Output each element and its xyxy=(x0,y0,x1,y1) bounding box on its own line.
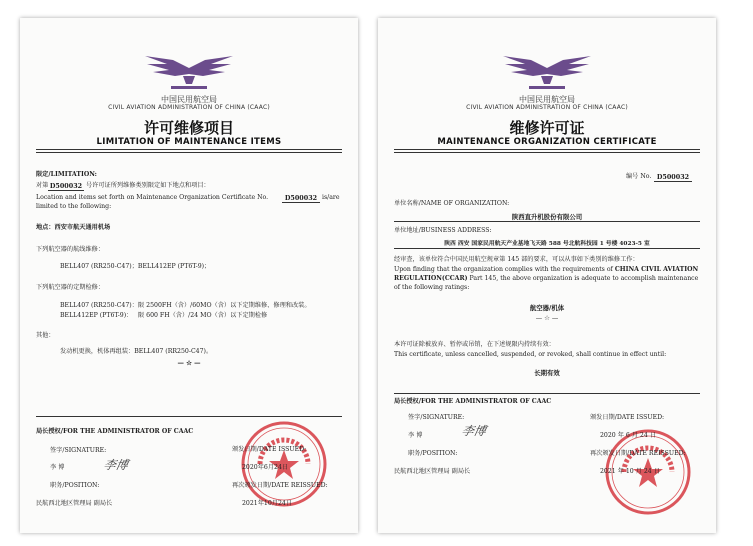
address-label: 单位地址/BUSINESS ADDRESS: xyxy=(394,227,492,234)
title-divider xyxy=(394,149,700,153)
page-title-en: MAINTENANCE ORGANIZATION CERTIFICATE xyxy=(437,137,657,147)
signature: 李博 xyxy=(460,424,488,438)
signer-name: 李 博 xyxy=(408,432,423,439)
airframe-items: BELL407 (RR250-C47)；BELL412EP (PT6T-9)； xyxy=(60,263,211,270)
validity-value: 长期有效 xyxy=(534,369,560,377)
en-line-1: Location and items set forth on Maintenance Organization Certificate No. xyxy=(36,194,269,201)
position-label: 职务/POSITION: xyxy=(408,450,458,457)
limitation-label: 限定/LIMITATION: xyxy=(36,171,97,178)
date-issued-label: 颁发日期/DATE ISSUED: xyxy=(590,414,665,421)
basis-en-3: of the following ratings: xyxy=(394,284,470,291)
page-title-en: LIMITATION OF MAINTENANCE ITEMS xyxy=(96,137,282,147)
location: 地点：西安市航天通用机场 xyxy=(36,224,111,231)
org-name-value: 陕西直升机股份有限公司 xyxy=(394,213,700,222)
basis-en-1: Upon finding that the organization complies with the requirements of CHINA CIVIL AVIATION xyxy=(394,266,699,273)
cert-number: D500032 xyxy=(49,182,83,190)
end-mark: — ☆ — xyxy=(177,359,201,367)
section-divider xyxy=(36,416,342,417)
org-name-label: 单位名称/NAME OF ORGANIZATION: xyxy=(394,200,510,207)
date-issued-label: 颁发日期/DATE ISSUED: xyxy=(232,446,307,453)
validity-cn: 本许可证除被放弃、暂停或吊销，在下述规限内持续有效： xyxy=(394,341,555,348)
rating: 航空器/机体 xyxy=(529,304,565,312)
regular-2-detail: 限 600 FH（含）/24 MO（含）以下定期检修 xyxy=(138,312,268,319)
date-reissued: 2021年10月24日 xyxy=(242,500,293,507)
date-reissued-label: 再次颁发日期/DATE REISSUED: xyxy=(590,450,686,457)
admin-label: 局长授权/FOR THE ADMINISTRATOR OF CAAC xyxy=(36,428,194,435)
number-value: D500032 xyxy=(654,173,692,182)
date-reissued: 2021 年 10 月 24 日 xyxy=(600,468,660,475)
basis-en-2: REGULATION(CCAR) Part 145, the above organization is adequate to accomplish maintenance xyxy=(394,275,699,282)
airframe-heading: 下列航空器的航线维修： xyxy=(36,246,105,253)
cert-number-en: D500032 xyxy=(282,194,320,203)
title-divider xyxy=(36,149,342,153)
regular-1-detail: 限 2500FH（含）/60MO（含）以下定期维修、修理和改装。 xyxy=(138,302,311,309)
caac-wings-logo-icon xyxy=(497,50,597,96)
en-line-1-end: is/are xyxy=(322,194,340,201)
org-name-en: CIVIL AVIATION ADMINISTRATION OF CHINA (CAAC) xyxy=(466,104,628,111)
page-title-cn: 维修许可证 xyxy=(509,119,585,137)
regular-2-model: BELL412EP (PT6T-9)： xyxy=(60,312,133,319)
cert-suffix: 号许可证所列维修类别限定如下地点和项目： xyxy=(86,182,210,189)
certificate-page xyxy=(378,18,716,533)
section-divider xyxy=(394,393,700,394)
regular-heading: 下列航空器的定期检修： xyxy=(36,284,105,291)
cert-prefix: 对第 xyxy=(36,182,49,189)
org-name-cn: 中国民用航空局 xyxy=(519,95,575,104)
date-issued: 2020年6月24日 xyxy=(242,464,289,471)
org-name-cn: 中国民用航空局 xyxy=(161,95,217,104)
other-heading: 其他： xyxy=(36,332,55,339)
signature: 李博 xyxy=(102,458,130,472)
validity-en: This certificate, unless cancelled, suspended, or revoked, shall continue in effect until: xyxy=(394,351,667,358)
sign-label: 签字/SIGNATURE: xyxy=(50,447,107,454)
regular-1-model: BELL407 (RR250-C47)： xyxy=(60,302,138,309)
end-mark: — ☆ — xyxy=(535,314,559,322)
position-value: 民航西北地区管理局 副局长 xyxy=(36,500,113,507)
address-value: 陕西 西安 国家民用航天产业基地飞天路 588 号北航科技园 1 号楼 4023-5 室 xyxy=(394,240,700,249)
caac-wings-logo-icon xyxy=(139,50,239,96)
number-label: 编号 No. xyxy=(626,173,652,180)
limitation-page xyxy=(20,18,358,533)
other-items: 发动机更换，机体再组装：BELL407 (RR250-C47)。 xyxy=(60,348,213,355)
sign-label: 签字/SIGNATURE: xyxy=(408,414,465,421)
date-issued: 2020 年 6 月 24 日 xyxy=(600,432,656,439)
signer-name: 李 博 xyxy=(50,464,65,471)
date-reissued-label: 再次颁发日期/DATE REISSUED: xyxy=(232,482,328,489)
org-name-en: CIVIL AVIATION ADMINISTRATION OF CHINA (CAAC) xyxy=(108,104,270,111)
admin-label: 局长授权/FOR THE ADMINISTRATOR OF CAAC xyxy=(394,398,552,405)
position-label: 职务/POSITION: xyxy=(50,482,100,489)
en-line-2: limited to the following: xyxy=(36,203,112,210)
basis-cn: 经审查，该单位符合中国民用航空规章第 145 部的要求，可以从事如下类别的维修工作： xyxy=(394,256,639,263)
position-value: 民航西北地区管理局 副局长 xyxy=(394,468,471,475)
page-title-cn: 许可维修项目 xyxy=(143,119,234,137)
